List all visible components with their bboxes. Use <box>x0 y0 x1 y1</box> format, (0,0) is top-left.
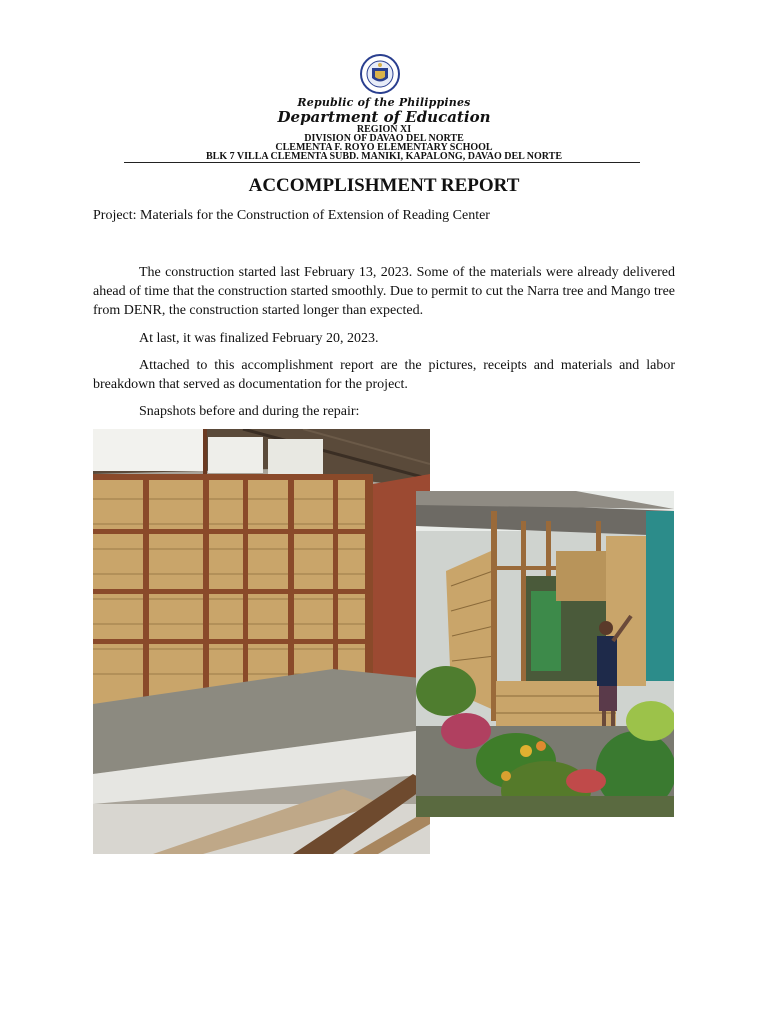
school-address: BLK 7 VILLA CLEMENTA SUBD. MANIKI, KAPALONG, DAVAO DEL NORTE <box>205 151 562 162</box>
division-heading: DIVISION OF DAVAO DEL NORTE <box>304 133 464 144</box>
photo-interior-floor <box>93 429 430 854</box>
deped-seal <box>352 54 408 94</box>
department-heading: Department of Education <box>277 108 491 126</box>
project-line: Project: Materials for the Construction of Extension of Reading Center <box>93 208 490 223</box>
header-divider <box>124 162 640 163</box>
school-heading: CLEMENTA F. ROYO ELEMENTARY SCHOOL <box>275 142 493 153</box>
republic-heading: Republic of the Philippines <box>297 96 471 109</box>
photo-worker-construction <box>416 491 674 817</box>
region-heading: REGION XI <box>356 124 412 135</box>
paragraph-attachments: Attached to this accomplishment report are the pictures, receipts and materials and labor breakdown that served as documentation for the project. <box>93 358 675 392</box>
report-title: ACCOMPLISHMENT REPORT <box>248 175 520 196</box>
paragraph-finalized: At last, it was finalized February 20, 2023. <box>139 331 379 346</box>
paragraph-snapshots: Snapshots before and during the repair: <box>139 404 360 419</box>
paragraph-construction-start: The construction started last February 13, 2023. Some of the materials were already delivered ahead of time that the construction started smoothly. Due to permit to cut the Narra tree and Mango tree from DENR, the construction started longer than expected. <box>93 265 675 318</box>
